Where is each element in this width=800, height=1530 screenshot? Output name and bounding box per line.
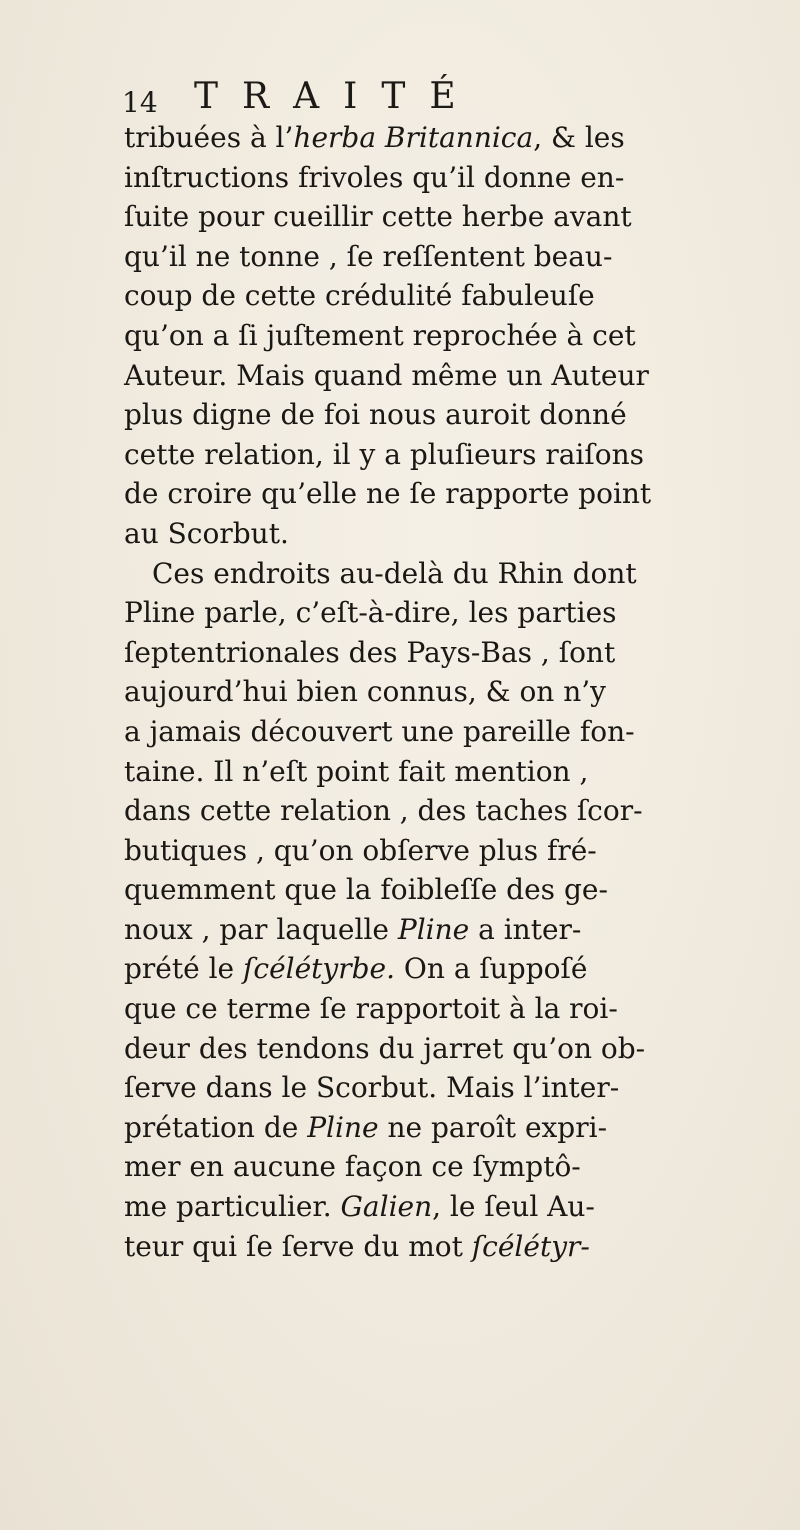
text-segment: inſtructions frivoles qu’il donne en- [124, 160, 625, 194]
text-segment: dans cette relation , des taches ſcor- [124, 794, 643, 828]
text-line [124, 831, 800, 871]
text-segment: que ce terme ſe rapportoit à la roi- [124, 992, 618, 1026]
text-line [124, 514, 800, 554]
text-segment: mer en aucune façon ce ſymptô- [124, 1150, 581, 1184]
text-line [124, 435, 800, 475]
text-line [124, 1187, 800, 1227]
text-segment: , le ſeul Au- [432, 1190, 595, 1224]
text-segment: me particulier. [124, 1190, 341, 1224]
text-segment: taine. Il n’eſt point fait mention , [124, 754, 589, 788]
text-line [124, 752, 800, 792]
text-segment: a jamais découvert une pareille fon- [124, 714, 635, 748]
text-line [124, 633, 800, 673]
text-segment: qu’on a ſi juſtement reprochée à cet [124, 318, 636, 352]
page-number: 14 [122, 86, 158, 119]
italic-segment: Pline [307, 1110, 379, 1144]
italic-segment: Pline [397, 912, 470, 946]
text-line [124, 197, 800, 237]
text-segment: Pline parle, c’eſt-à-dire, les parties [124, 596, 617, 630]
text-segment: qu’il ne tonne , ſe reſſentent beau- [124, 239, 613, 273]
text-segment: Auteur. Mais quand même un Auteur [124, 358, 649, 392]
text-line [124, 712, 800, 752]
text-segment: aujourd’hui bien connus, & on n’y [124, 675, 606, 709]
text-line [124, 276, 800, 316]
text-line [124, 316, 800, 356]
text-line [124, 118, 800, 158]
text-line [124, 593, 800, 633]
text-segment: prétation de [124, 1110, 308, 1144]
text-line [124, 1068, 800, 1108]
text-segment: de croire qu’elle ne ſe rapporte point [124, 477, 652, 511]
text-line [124, 989, 800, 1029]
text-segment: teur qui ſe ſerve du mot [124, 1229, 472, 1263]
text-segment: ſeptentrionales des Pays-Bas , ſont [124, 635, 616, 669]
text-segment: ſuite pour cueillir cette herbe avant [124, 200, 632, 234]
italic-segment: Galien [340, 1190, 433, 1224]
text-segment: prété le [124, 952, 244, 986]
text-line [124, 474, 800, 514]
text-segment: ſerve dans le Scorbut. Mais l’inter- [124, 1071, 620, 1105]
text-segment: On a ſuppoſé [395, 952, 588, 986]
text-line [124, 949, 800, 989]
text-segment: Ces endroits au-delà du Rhin dont [124, 556, 637, 590]
text-line [124, 395, 800, 435]
text-line [124, 910, 800, 950]
text-segment: deur des tendons du jarret qu’on ob- [124, 1031, 646, 1065]
text-line [124, 1029, 800, 1069]
text-segment: noux , par laquelle [124, 912, 398, 946]
text-line [124, 554, 800, 594]
body-text [124, 118, 800, 1266]
text-line [124, 791, 800, 831]
text-segment: plus digne de foi nous auroit donné [124, 398, 627, 432]
text-line [124, 672, 800, 712]
text-line [124, 237, 800, 277]
text-line [124, 1108, 800, 1148]
text-segment: tribuées à l’ [124, 121, 294, 154]
text-line [124, 158, 800, 198]
text-line [124, 1147, 800, 1187]
text-segment: ne paroît expri- [378, 1110, 608, 1144]
running-title: TRAITÉ [194, 76, 480, 117]
italic-segment: ſcélétyr- [471, 1229, 590, 1263]
text-segment: , & les [533, 121, 625, 154]
text-segment: butiques , qu’on obſerve plus fré- [124, 833, 597, 867]
text-segment: a inter- [469, 912, 582, 946]
text-segment: cette relation, il y a pluſieurs raiſons [124, 437, 644, 471]
text-line [124, 356, 800, 396]
text-segment: quemment que la foibleſſe des ge- [124, 873, 608, 907]
text-line [124, 1227, 800, 1267]
italic-segment: herba Britannica [293, 121, 534, 154]
text-line [124, 870, 800, 910]
italic-segment: ſcélétyrbe. [243, 952, 396, 986]
text-segment: coup de cette crédulité fabuleuſe [124, 279, 595, 313]
text-segment: au Scorbut. [124, 516, 289, 550]
